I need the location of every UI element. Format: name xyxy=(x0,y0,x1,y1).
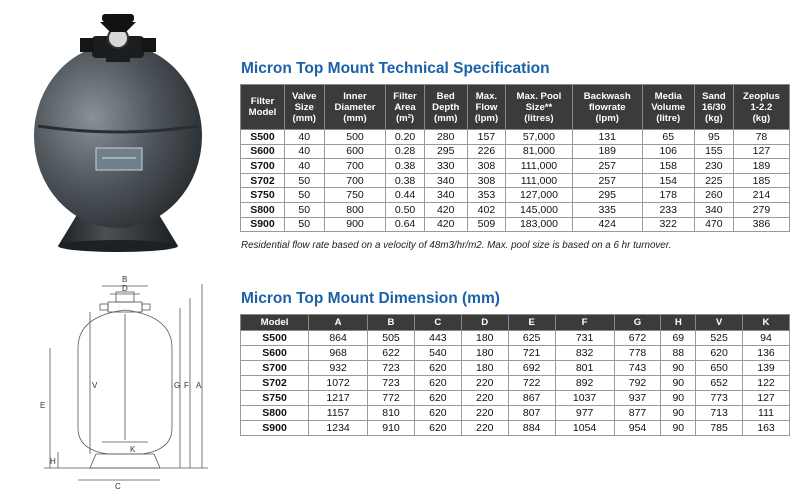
value-cell: 386 xyxy=(733,217,789,232)
value-cell: 90 xyxy=(661,391,696,406)
value-cell: 40 xyxy=(284,130,324,145)
value-cell: 111,000 xyxy=(506,173,573,188)
value-cell: 214 xyxy=(733,188,789,203)
value-cell: 220 xyxy=(461,391,508,406)
value-cell: 65 xyxy=(642,130,694,145)
column-header-text: E xyxy=(528,317,535,328)
column-header-text: Volume xyxy=(651,101,686,113)
column-header-text: Filter xyxy=(393,90,417,102)
diagram-label-b: B xyxy=(122,275,128,284)
dimension-header-row xyxy=(241,315,790,331)
value-cell: 723 xyxy=(368,376,415,391)
value-cell: 90 xyxy=(661,406,696,421)
table-row xyxy=(241,217,790,232)
value-cell: 1072 xyxy=(309,376,368,391)
value-cell: 810 xyxy=(368,406,415,421)
column-header-text: Backwash xyxy=(583,90,631,102)
column-header xyxy=(386,85,424,130)
value-cell: 57,000 xyxy=(506,130,573,145)
value-cell: 139 xyxy=(743,361,790,376)
value-cell: 90 xyxy=(661,361,696,376)
value-cell: 340 xyxy=(424,173,467,188)
value-cell: 620 xyxy=(414,421,461,436)
diagram-label-a: A xyxy=(196,381,202,390)
model-cell: S800 xyxy=(241,406,309,421)
value-cell: 1234 xyxy=(309,421,368,436)
column-header xyxy=(324,85,386,130)
value-cell: 158 xyxy=(642,159,694,174)
column-header-text: Bed xyxy=(436,90,455,102)
value-cell: 40 xyxy=(284,159,324,174)
value-cell: 145,000 xyxy=(506,202,573,217)
footnote: Residential flow rate based on a velocity of 48m3/hr/m2. Max. pool size is based on a 6 hr turnover. xyxy=(241,240,672,251)
technical-header-row xyxy=(241,85,790,130)
value-cell: 620 xyxy=(696,346,743,361)
value-cell: 900 xyxy=(324,217,386,232)
column-header xyxy=(694,85,733,130)
column-header xyxy=(414,315,461,331)
column-header xyxy=(309,315,368,331)
column-header xyxy=(642,85,694,130)
column-header-text: (kg) xyxy=(752,112,771,124)
value-cell: 620 xyxy=(414,391,461,406)
table-row xyxy=(241,173,790,188)
value-cell: 183,000 xyxy=(506,217,573,232)
value-cell: 308 xyxy=(467,159,505,174)
value-cell: 620 xyxy=(414,376,461,391)
column-header-text: (mm) xyxy=(343,112,367,124)
value-cell: 40 xyxy=(284,144,324,159)
dimension-diagram xyxy=(30,268,230,493)
column-header xyxy=(506,85,573,130)
value-cell: 0.38 xyxy=(386,173,424,188)
column-header-text: C xyxy=(434,317,442,328)
value-cell: 500 xyxy=(324,130,386,145)
column-header-text: F xyxy=(581,317,588,328)
value-cell: 525 xyxy=(696,331,743,346)
table-row xyxy=(241,361,790,376)
value-cell: 622 xyxy=(368,346,415,361)
dimension-title: Micron Top Mount Dimension (mm) xyxy=(241,290,500,307)
model-cell: S700 xyxy=(241,159,285,174)
value-cell: 877 xyxy=(614,406,661,421)
value-cell: 220 xyxy=(461,376,508,391)
column-header-text: Model xyxy=(248,107,277,118)
table-row xyxy=(241,421,790,436)
column-header xyxy=(424,85,467,130)
value-cell: 650 xyxy=(696,361,743,376)
value-cell: 155 xyxy=(694,144,733,159)
column-header xyxy=(461,315,508,331)
value-cell: 832 xyxy=(555,346,614,361)
model-cell: S750 xyxy=(241,391,309,406)
column-header-text: (m²) xyxy=(395,112,415,124)
column-header-text: (litre) xyxy=(656,112,681,124)
column-header-text: flowrate xyxy=(588,101,626,113)
column-header-text: Size** xyxy=(525,101,553,113)
value-cell: 792 xyxy=(614,376,661,391)
column-header-text: Valve xyxy=(291,90,317,102)
value-cell: 106 xyxy=(642,144,694,159)
model-cell: S700 xyxy=(241,361,309,376)
value-cell: 340 xyxy=(424,188,467,203)
value-cell: 50 xyxy=(284,217,324,232)
diagram-label-k: K xyxy=(130,445,136,454)
table-row xyxy=(241,346,790,361)
model-cell: S702 xyxy=(241,173,285,188)
value-cell: 95 xyxy=(694,130,733,145)
column-header-text: V xyxy=(715,317,723,328)
value-cell: 0.38 xyxy=(386,159,424,174)
table-row xyxy=(241,159,790,174)
value-cell: 772 xyxy=(368,391,415,406)
column-header-text: Media xyxy=(654,90,682,102)
value-cell: 505 xyxy=(368,331,415,346)
value-cell: 220 xyxy=(461,406,508,421)
column-header xyxy=(508,315,555,331)
value-cell: 540 xyxy=(414,346,461,361)
model-cell: S900 xyxy=(241,217,285,232)
table-row xyxy=(241,144,790,159)
column-header-text: Inner xyxy=(343,90,367,102)
value-cell: 88 xyxy=(661,346,696,361)
model-cell: S750 xyxy=(241,188,285,203)
value-cell: 78 xyxy=(733,130,789,145)
value-cell: 867 xyxy=(508,391,555,406)
column-header-text: (mm) xyxy=(292,112,316,124)
value-cell: 225 xyxy=(694,173,733,188)
value-cell: 0.44 xyxy=(386,188,424,203)
column-header xyxy=(733,85,789,130)
diagram-label-c: C xyxy=(115,482,121,491)
value-cell: 230 xyxy=(694,159,733,174)
value-cell: 1037 xyxy=(555,391,614,406)
column-header-text: D xyxy=(481,317,489,328)
technical-body xyxy=(241,130,790,232)
value-cell: 185 xyxy=(733,173,789,188)
column-header-text: Size xyxy=(294,101,314,113)
value-cell: 0.20 xyxy=(386,130,424,145)
value-cell: 233 xyxy=(642,202,694,217)
column-header xyxy=(614,315,661,331)
value-cell: 340 xyxy=(694,202,733,217)
value-cell: 50 xyxy=(284,188,324,203)
column-header-text: H xyxy=(674,317,682,328)
value-cell: 127 xyxy=(743,391,790,406)
column-header-text: (litres) xyxy=(524,112,554,124)
table-row xyxy=(241,331,790,346)
value-cell: 723 xyxy=(368,361,415,376)
value-cell: 910 xyxy=(368,421,415,436)
value-cell: 220 xyxy=(461,421,508,436)
column-header-text: A xyxy=(334,317,342,328)
column-header-text: B xyxy=(387,317,395,328)
value-cell: 1054 xyxy=(555,421,614,436)
value-cell: 801 xyxy=(555,361,614,376)
column-header-text: Max. xyxy=(475,90,498,102)
value-cell: 620 xyxy=(414,406,461,421)
value-cell: 509 xyxy=(467,217,505,232)
filter-tank-photo xyxy=(18,8,218,253)
value-cell: 600 xyxy=(324,144,386,159)
value-cell: 226 xyxy=(467,144,505,159)
dimension-body xyxy=(241,331,790,436)
value-cell: 700 xyxy=(324,159,386,174)
value-cell: 937 xyxy=(614,391,661,406)
value-cell: 785 xyxy=(696,421,743,436)
value-cell: 189 xyxy=(733,159,789,174)
value-cell: 308 xyxy=(467,173,505,188)
column-header xyxy=(572,85,642,130)
column-header-text: 1-2.2 xyxy=(750,101,773,113)
value-cell: 420 xyxy=(424,217,467,232)
value-cell: 932 xyxy=(309,361,368,376)
model-cell: S600 xyxy=(241,346,309,361)
table-row xyxy=(241,202,790,217)
value-cell: 884 xyxy=(508,421,555,436)
column-header xyxy=(696,315,743,331)
value-cell: 257 xyxy=(572,173,642,188)
value-cell: 722 xyxy=(508,376,555,391)
value-cell: 180 xyxy=(461,346,508,361)
model-cell: S900 xyxy=(241,421,309,436)
model-cell: S600 xyxy=(241,144,285,159)
value-cell: 892 xyxy=(555,376,614,391)
table-row xyxy=(241,391,790,406)
value-cell: 625 xyxy=(508,331,555,346)
value-cell: 279 xyxy=(733,202,789,217)
column-header-text: (lpm) xyxy=(474,112,499,124)
technical-spec-title: Micron Top Mount Technical Specification xyxy=(241,60,550,77)
table-row xyxy=(241,188,790,203)
column-header-text: (mm) xyxy=(434,112,458,124)
diagram-label-f: F xyxy=(184,381,189,390)
model-cell: S500 xyxy=(241,331,309,346)
value-cell: 330 xyxy=(424,159,467,174)
value-cell: 977 xyxy=(555,406,614,421)
model-cell: S800 xyxy=(241,202,285,217)
value-cell: 122 xyxy=(743,376,790,391)
value-cell: 743 xyxy=(614,361,661,376)
value-cell: 954 xyxy=(614,421,661,436)
value-cell: 322 xyxy=(642,217,694,232)
value-cell: 131 xyxy=(572,130,642,145)
value-cell: 1217 xyxy=(309,391,368,406)
value-cell: 157 xyxy=(467,130,505,145)
table-row xyxy=(241,130,790,145)
column-header xyxy=(467,85,505,130)
value-cell: 692 xyxy=(508,361,555,376)
value-cell: 620 xyxy=(414,361,461,376)
value-cell: 257 xyxy=(572,159,642,174)
value-cell: 295 xyxy=(424,144,467,159)
column-header-text: Filter xyxy=(250,96,275,107)
model-cell: S702 xyxy=(241,376,309,391)
value-cell: 731 xyxy=(555,331,614,346)
value-cell: 402 xyxy=(467,202,505,217)
column-header-text: Max. Pool xyxy=(516,90,562,102)
column-header-text: Flow xyxy=(475,101,498,113)
column-header-text: Sand xyxy=(702,90,726,102)
column-header-text: 16/30 xyxy=(701,101,726,113)
value-cell: 750 xyxy=(324,188,386,203)
column-header xyxy=(241,315,309,331)
value-cell: 295 xyxy=(572,188,642,203)
column-header xyxy=(743,315,790,331)
table-row xyxy=(241,406,790,421)
column-header-text: (lpm) xyxy=(595,112,619,124)
diagram-label-h: H xyxy=(50,457,56,466)
value-cell: 968 xyxy=(309,346,368,361)
value-cell: 721 xyxy=(508,346,555,361)
value-cell: 69 xyxy=(661,331,696,346)
value-cell: 127,000 xyxy=(506,188,573,203)
value-cell: 713 xyxy=(696,406,743,421)
table-row xyxy=(241,376,790,391)
value-cell: 280 xyxy=(424,130,467,145)
value-cell: 178 xyxy=(642,188,694,203)
value-cell: 136 xyxy=(743,346,790,361)
column-header xyxy=(241,85,285,130)
value-cell: 652 xyxy=(696,376,743,391)
value-cell: 50 xyxy=(284,202,324,217)
diagram-label-e: E xyxy=(40,401,46,410)
value-cell: 807 xyxy=(508,406,555,421)
dimension-table xyxy=(240,314,790,436)
column-header-text: Model xyxy=(260,317,289,328)
value-cell: 470 xyxy=(694,217,733,232)
value-cell: 111,000 xyxy=(506,159,573,174)
value-cell: 1157 xyxy=(309,406,368,421)
value-cell: 0.64 xyxy=(386,217,424,232)
column-header-text: K xyxy=(762,317,770,328)
value-cell: 353 xyxy=(467,188,505,203)
value-cell: 189 xyxy=(572,144,642,159)
value-cell: 154 xyxy=(642,173,694,188)
column-header-text: G xyxy=(633,317,642,328)
column-header-text: (kg) xyxy=(705,112,723,124)
column-header-text: Area xyxy=(394,101,416,113)
value-cell: 127 xyxy=(733,144,789,159)
technical-spec-table xyxy=(240,84,790,232)
value-cell: 0.28 xyxy=(386,144,424,159)
value-cell: 260 xyxy=(694,188,733,203)
value-cell: 773 xyxy=(696,391,743,406)
column-header-text: Depth xyxy=(432,101,460,113)
value-cell: 180 xyxy=(461,361,508,376)
value-cell: 864 xyxy=(309,331,368,346)
value-cell: 90 xyxy=(661,376,696,391)
column-header xyxy=(284,85,324,130)
diagram-label-g: G xyxy=(174,381,181,390)
model-cell: S500 xyxy=(241,130,285,145)
value-cell: 778 xyxy=(614,346,661,361)
value-cell: 443 xyxy=(414,331,461,346)
value-cell: 0.50 xyxy=(386,202,424,217)
value-cell: 800 xyxy=(324,202,386,217)
value-cell: 94 xyxy=(743,331,790,346)
column-header-text: Zeoplus xyxy=(743,90,780,102)
diagram-label-v: V xyxy=(92,381,98,390)
value-cell: 90 xyxy=(661,421,696,436)
value-cell: 163 xyxy=(743,421,790,436)
value-cell: 420 xyxy=(424,202,467,217)
value-cell: 672 xyxy=(614,331,661,346)
diagram-label-d: D xyxy=(122,284,128,293)
value-cell: 180 xyxy=(461,331,508,346)
value-cell: 335 xyxy=(572,202,642,217)
value-cell: 700 xyxy=(324,173,386,188)
value-cell: 424 xyxy=(572,217,642,232)
column-header xyxy=(661,315,696,331)
value-cell: 111 xyxy=(743,406,790,421)
column-header xyxy=(368,315,415,331)
column-header-text: Diameter xyxy=(334,101,376,113)
value-cell: 50 xyxy=(284,173,324,188)
column-header xyxy=(555,315,614,331)
value-cell: 81,000 xyxy=(506,144,573,159)
